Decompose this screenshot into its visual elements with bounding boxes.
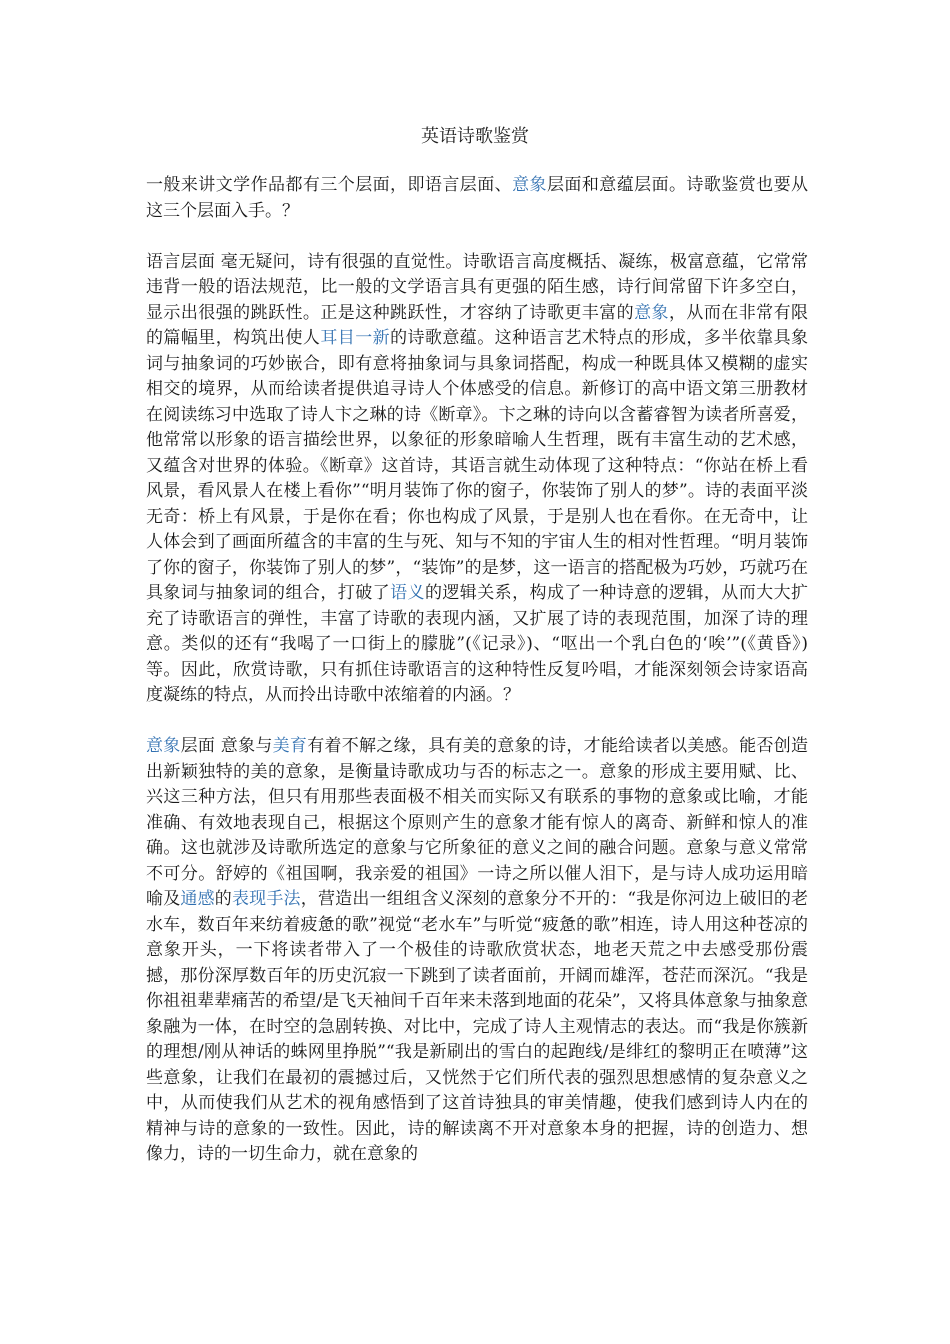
link-yixiang[interactable]: 意象 (512, 175, 547, 195)
paragraph-language-level (146, 250, 808, 709)
link-ermuyixin[interactable]: 耳目一新 (320, 328, 391, 348)
document-body (146, 173, 808, 1193)
text-run: 的诗歌意蕴。这种语言艺术特点的形成，多半依靠具象词与抽象词的巧妙嵌合，即有意将抽象词与具象词搭配，构成一种既具体又模糊的虚实相交的境界，从而给读者提供追寻诗人个体感受的信息。新修订的高中语文第三册教材在阅读练习中选取了诗人卞之琳的诗《断章》。卞之琳的诗向以含蓄睿智为读者所喜爱，他常常以形象的语言描绘世界，以象征的形象暗喻人生哲理，既有丰富生动的艺术感，又蕴含对世界的体验。《断章》这首诗，其语言就生动体现了这种特点：“你站在桥上看风景，看风景人在楼上看你”“明月装饰了你的窗子，你装饰了别人的梦”。诗的表面平淡无奇：桥上有风景，于是你在看；你也构成了风景，于是别人也在看你。在无奇中，让人体会到了画面所蕴含的丰富的生与死、知与不知的宇宙人生的相对性哲理。“明月装饰了你的窗子，你装饰了别人的梦”，“装饰”的是梦，这一语言的搭配极为巧妙，巧就巧在具象词与抽象词的组合，打破了 (146, 328, 809, 603)
link-yuyi[interactable]: 语义 (390, 583, 425, 603)
text-run: 语言层面 毫无疑问，诗有很强的直觉性。诗歌语言高度概括、凝练，极富意蕴，它常常违背一般的语法规范，比一般的文学语言具有更强的陌生感，诗行间常留下许多空白，显示出很强的跳跃性。正是这种跳跃性，才容纳了诗歌更丰富的 (146, 251, 808, 323)
text-run: 有着不解之缘，具有美的意象的诗，才能给读者以美感。能否创造出新颖独特的美的意象，是衡量诗歌成功与否的标志之一。意象的形成主要用赋、比、兴这三种方法，但只有用那些表面极不相关而实际又有联系的事物的意象或比喻，才能准确、有效地表现自己，根据这个原则产生的意象才能有惊人的离奇、新鲜和惊人的准确。这也就涉及诗歌所选定的意象与它所象征的意义之间的融合问题。意象与意义常常不可分。舒婷的《祖国啊，我亲爱的祖国》一诗之所以催人泪下，是与诗人成功运用暗喻及 (146, 736, 809, 909)
text-run: ，从而在非常有限的篇幅里，构筑出使人 (146, 302, 809, 348)
text-run: 一般来讲文学作品都有三个层面，即语言层面、 (146, 175, 513, 195)
link-yixiang[interactable]: 意象 (634, 302, 669, 323)
link-tonggan[interactable]: 通感 (180, 889, 215, 909)
link-biaoxianshoufa[interactable]: 表现手法 (231, 889, 301, 909)
paragraph-intro (146, 173, 808, 224)
text-run: 层面 意象与 (180, 736, 273, 756)
text-run: 的逻辑关系，构成了一种诗意的逻辑，从而大大扩充了诗歌语言的弹性，丰富了诗歌的表现内涵，又扩展了诗的表现范围，加深了诗的理意。类似的还有“我喝了一口街上的朦胧”(《记录》)、“呕出一个乳白色的‘唉’”(《黄昏》)等。因此，欣赏诗歌，只有抓住诗歌语言的这种特性反复吟唱，才能深刻领会诗家语高度凝练的特点，从而拎出诗歌中浓缩着的内涵。？ (146, 583, 809, 705)
text-run: ，营造出一组组含义深刻的意象分不开的：“我是你河边上破旧的老水车，数百年来纺着疲惫的歌”视觉“老水车”与听觉“疲惫的歌”相连，诗人用这种苍凉的意象开头，一下将读者带入了一个极佳的诗歌欣赏状态，地老天荒之中去感受那份震撼，那份深厚数百年的历史沉寂一下跳到了读者面前，开阔而雄浑，苍茫而深沉。“我是你祖祖辈辈痛苦的希望/是飞天袖间千百年来未落到地面的花朵”，又将具体意象与抽象意象融为一体，在时空的急剧转换、对比中，完成了诗人主观情志的表达。而“我是你簇新的理想/刚从神话的蛛网里挣脱”“我是新刷出的雪白的起跑线/是绯红的黎明正在喷薄”这些意象，让我们在最初的震撼过后，又恍然于它们所代表的强烈思想感情的复杂意义之中，从而使我们从艺术的视角感悟到了这首诗独具的审美情趣，使我们感到诗人内在的精神与诗的意象的一致性。因此，诗的解读离不开对意象本身的把握，诗的创造力、想像力，诗的一切生命力，就在意象的 (146, 889, 809, 1164)
text-run: 的 (214, 889, 232, 909)
link-yixiang[interactable]: 意象 (146, 736, 181, 756)
link-meiyu[interactable]: 美育 (272, 736, 308, 756)
document-title: 英语诗歌鉴赏 (421, 126, 529, 147)
text-run: 层面和意蕴层面。诗歌鉴赏也要从这三个层面入手。？ (146, 175, 809, 221)
paragraph-image-level (146, 734, 808, 1168)
